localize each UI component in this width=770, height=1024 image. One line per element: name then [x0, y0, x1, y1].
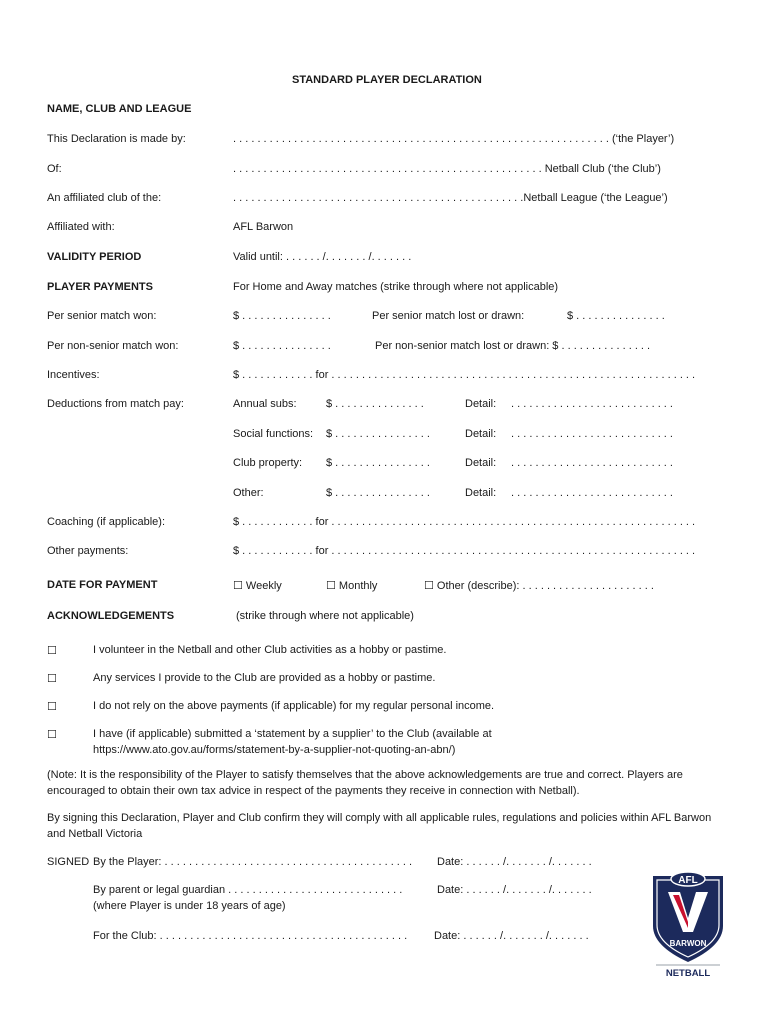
date-club[interactable]: Date: . . . . . . /. . . . . . . /. . . . . . . — [434, 930, 589, 942]
logo-bottom-text: BARWON — [669, 939, 707, 948]
guardian-note: (where Player is under 18 years of age) — [93, 900, 286, 912]
checkbox-other[interactable]: ☐ Other (describe): . . . . . . . . . . . . . . . . . . . . . . — [424, 580, 654, 592]
field-other-payments[interactable]: $ . . . . . . . . . . . . for . . . . . . . . . . . . . . . . . . . . . . . . . . . . . . . . . . . . . . . . . . . . . . . . . . . . . . . . . . . . — [233, 545, 696, 557]
field-social-functions-detail[interactable]: . . . . . . . . . . . . . . . . . . . . . . . . . . . — [511, 428, 673, 440]
ack-checkbox-4[interactable]: ☐ — [47, 728, 57, 741]
field-incentives[interactable]: $ . . . . . . . . . . . . for . . . . . . . . . . . . . . . . . . . . . . . . . . . . . . . . . . . . . . . . . . . . . . . . . . . . . . . . . . . . — [233, 369, 696, 381]
field-nonsenior-lost[interactable]: Per non-senior match lost or drawn: $ . . . . . . . . . . . . . . . — [375, 340, 651, 352]
label-detail: Detail: — [465, 398, 497, 410]
label-deductions: Deductions from match pay: — [47, 398, 184, 410]
field-coaching[interactable]: $ . . . . . . . . . . . . for . . . . . . . . . . . . . . . . . . . . . . . . . . . . . . . . . . . . . . . . . . . . . . . . . . . . . . . . . . . . — [233, 516, 696, 528]
field-other-deduction-detail[interactable]: . . . . . . . . . . . . . . . . . . . . . . . . . . . — [511, 487, 673, 499]
label-affiliated-with: Affiliated with: — [47, 221, 115, 233]
label-coaching: Coaching (if applicable): — [47, 516, 166, 528]
label-affiliated-club: An affiliated club of the: — [47, 192, 162, 204]
signature-club[interactable]: For the Club: . . . . . . . . . . . . . . . . . . . . . . . . . . . . . . . . . . . . . . . . . — [93, 930, 408, 942]
ack-checkbox-3[interactable]: ☐ — [47, 700, 57, 713]
section-heading-player-payments: PLAYER PAYMENTS — [47, 281, 153, 293]
label-declaration-made-by: This Declaration is made by: — [47, 133, 186, 145]
field-league-name[interactable]: . . . . . . . . . . . . . . . . . . . . . . . . . . . . . . . . . . . . . . . . . . . . . . . .Netball League (‘the League’) — [233, 192, 668, 204]
signature-player[interactable]: By the Player: . . . . . . . . . . . . . . . . . . . . . . . . . . . . . . . . . . . . . . . . . — [93, 856, 413, 868]
field-senior-won[interactable]: $ . . . . . . . . . . . . . . . — [233, 310, 331, 322]
label-incentives: Incentives: — [47, 369, 100, 381]
date-player[interactable]: Date: . . . . . . /. . . . . . . /. . . . . . . — [437, 856, 592, 868]
label-social-functions: Social functions: — [233, 428, 314, 440]
field-annual-subs-detail[interactable]: . . . . . . . . . . . . . . . . . . . . . . . . . . . — [511, 398, 673, 410]
ack-item-3: I do not rely on the above payments (if applicable) for my regular personal income. — [93, 700, 495, 712]
label-other-payments: Other payments: — [47, 545, 129, 557]
label-detail: Detail: — [465, 428, 497, 440]
logo-top-text: AFL — [678, 875, 698, 886]
signed-label: SIGNED — [47, 856, 90, 868]
field-club-property-amount[interactable]: $ . . . . . . . . . . . . . . . . — [326, 457, 430, 469]
ack-checkbox-1[interactable]: ☐ — [47, 644, 57, 657]
label-club-property: Club property: — [233, 457, 303, 469]
field-senior-lost[interactable]: $ . . . . . . . . . . . . . . . — [567, 310, 665, 322]
field-club-property-detail[interactable]: . . . . . . . . . . . . . . . . . . . . . . . . . . . — [511, 457, 673, 469]
responsibility-note: (Note: It is the responsibility of the Player to satisfy themselves that the above acknowledgements are true and correct. Players are encouraged to obtain their own tax advice in respect of the payments they receive in connection with Netball). — [47, 769, 683, 797]
ack-checkbox-2[interactable]: ☐ — [47, 672, 57, 685]
afl-barwon-netball-logo — [650, 866, 726, 978]
field-nonsenior-won[interactable]: $ . . . . . . . . . . . . . . . — [233, 340, 331, 352]
compliance-statement: By signing this Declaration, Player and Club confirm they will comply with all applicable rules, regulations and policies within AFL Barwon and Netball Victoria — [47, 812, 712, 840]
field-player-name[interactable]: . . . . . . . . . . . . . . . . . . . . . . . . . . . . . . . . . . . . . . . . . . . . . . . . . . . . . . . . . . . . . . (‘the Player’) — [233, 133, 675, 145]
field-other-deduction-amount[interactable]: $ . . . . . . . . . . . . . . . . — [326, 487, 430, 499]
field-club-name[interactable]: . . . . . . . . . . . . . . . . . . . . . . . . . . . . . . . . . . . . . . . . . . . . . . . . . . . Netball Club (‘the Club’) — [233, 163, 661, 175]
section-heading-validity: VALIDITY PERIOD — [47, 251, 142, 263]
document-title: STANDARD PLAYER DECLARATION — [292, 74, 482, 86]
label-senior-lost: Per senior match lost or drawn: — [372, 310, 525, 322]
field-annual-subs-amount[interactable]: $ . . . . . . . . . . . . . . . — [326, 398, 424, 410]
signature-guardian[interactable]: By parent or legal guardian . . . . . . . . . . . . . . . . . . . . . . . . . . . . . — [93, 884, 403, 896]
payments-note: For Home and Away matches (strike through where not applicable) — [233, 281, 559, 293]
ack-item-4-url[interactable]: https://www.ato.gov.au/forms/statement-by-a-supplier-not-quoting-an-abn/) — [93, 744, 456, 756]
afl-barwon-shield-icon — [650, 866, 726, 978]
field-valid-until[interactable]: Valid until: . . . . . . /. . . . . . . /. . . . . . . — [233, 251, 412, 263]
acknowledgements-note: (strike through where not applicable) — [236, 610, 414, 622]
date-guardian[interactable]: Date: . . . . . . /. . . . . . . /. . . . . . . — [437, 884, 592, 896]
label-detail: Detail: — [465, 457, 497, 469]
label-other-deduction: Other: — [233, 487, 264, 499]
section-heading-name-club-league: NAME, CLUB AND LEAGUE — [47, 103, 192, 115]
label-nonsenior-won: Per non-senior match won: — [47, 340, 179, 352]
ack-item-2: Any services I provide to the Club are provided as a hobby or pastime. — [93, 672, 436, 684]
section-heading-acknowledgements: ACKNOWLEDGEMENTS — [47, 610, 175, 622]
label-senior-won: Per senior match won: — [47, 310, 157, 322]
section-heading-date-for-payment: DATE FOR PAYMENT — [47, 579, 158, 591]
logo-caption: NETBALL — [665, 968, 711, 978]
label-detail: Detail: — [465, 487, 497, 499]
ack-item-4: I have (if applicable) submitted a ‘statement by a supplier’ to the Club (available at — [93, 728, 492, 740]
checkbox-monthly[interactable]: ☐ Monthly — [326, 580, 378, 592]
ack-item-1: I volunteer in the Netball and other Club activities as a hobby or pastime. — [93, 644, 447, 656]
field-social-functions-amount[interactable]: $ . . . . . . . . . . . . . . . . — [326, 428, 430, 440]
checkbox-weekly[interactable]: ☐ Weekly — [233, 580, 282, 592]
value-affiliated-with: AFL Barwon — [233, 221, 294, 233]
label-of: Of: — [47, 163, 62, 175]
label-annual-subs: Annual subs: — [233, 398, 297, 410]
